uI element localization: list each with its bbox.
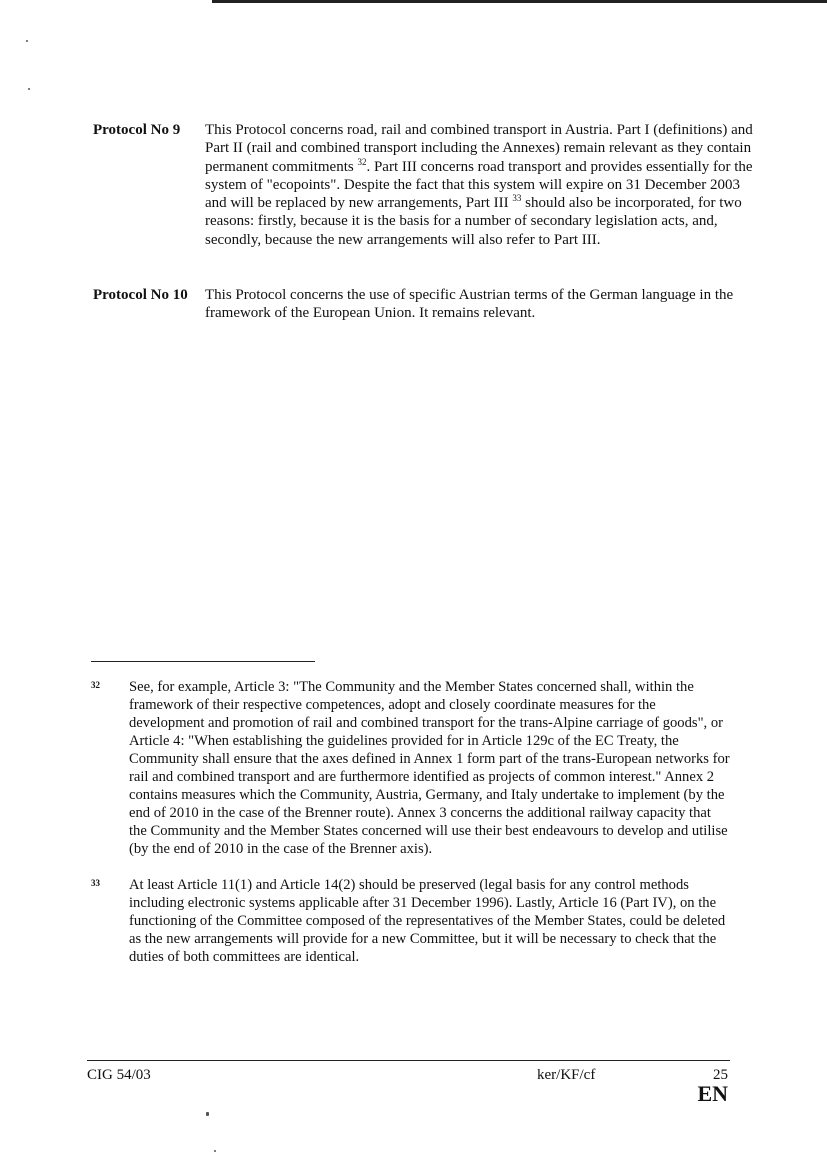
protocol-9-section (93, 121, 753, 249)
document-reference: CIG 54/03 (87, 1067, 151, 1083)
footnote-33-number: 33 (91, 878, 100, 888)
protocol-9-text (205, 121, 753, 249)
footnote-33-text: At least Article 11(1) and Article 14(2) should be preserved (legal basis for any control methods including electronic systems applicable after 31 December 1996). Lastly, Article 16 (Part IV), on the functioning of the Committee composed of the representatives of the Member States, could be deleted as the new arrangements will provide for a new Committee, but it will be necessary to check that the duties of both committees are identical. (129, 877, 726, 965)
author-initials: ker/KF/cf (537, 1067, 596, 1083)
footnote-32-number: 32 (91, 680, 100, 690)
footnote-33 (91, 876, 731, 966)
scan-speck (206, 1112, 209, 1116)
protocol-10-text: This Protocol concerns the use of specific Austrian terms of the German language in the framework of the European Union. It remains relevant. (205, 287, 734, 322)
top-border-line (212, 0, 827, 3)
footnote-separator (91, 661, 315, 662)
footer-separator (87, 1060, 730, 1061)
footnote-32-text: See, for example, Article 3: "The Community and the Member States concerned shall, within the framework of their respective competences, adopt and closely coordinate measures for the development and promotion of rail and combined transport for the trans-Alpine carriage of goods", or Article 4: "When establishing the guidelines provided for in Article 129c of the EC Treaty, the Community shall ensure that the axes defined in Annex 1 form part of the trans-European networks for rail and combined transport and are furthermore identified as projects of common interest." Annex 2 contains measures which the Community, Austria, Germany, and Italy undertake to implement (by the end of 2010 in the case of the Brenner route). Annex 3 concerns the additional railway capacity that the Community and the Member States concerned will use their best endeavours to develop and utilise (by the end of 2010 in the case of the Brenner axis). (129, 679, 730, 857)
scan-speck (214, 1150, 216, 1152)
footnote-ref-32: 32 (357, 156, 367, 167)
protocol-10-label: Protocol No 10 (93, 287, 188, 303)
footnote-32 (91, 678, 731, 858)
protocol-9-label: Protocol No 9 (93, 122, 181, 138)
protocol-9-text-part-2: . Part III concerns road transport and provides essentially for the system of "ecopoints". Despite the fact that this system will expire on 31 December 2003 and will be replaced by new arrangements, Part III (205, 158, 753, 212)
protocol-9-text-part-3: should also be incorporated, for two reasons: firstly, because it is the basis for a number of secondary legislation acts, and, secondly, because the new arrangements will also refer to Part III. (205, 195, 742, 248)
page-number: 25 (713, 1067, 728, 1083)
scan-speck (28, 88, 30, 90)
protocol-10-section (93, 286, 753, 323)
protocol-9-text-part-1: This Protocol concerns road, rail and combined transport in Austria. Part I (definitions) and Part II (rail and combined transport including the Annexes) remain relevant as they contain permanent commitments (205, 122, 753, 175)
scan-speck (26, 40, 28, 42)
footnote-ref-33: 33 (512, 193, 522, 204)
language-code: EN (697, 1081, 728, 1106)
